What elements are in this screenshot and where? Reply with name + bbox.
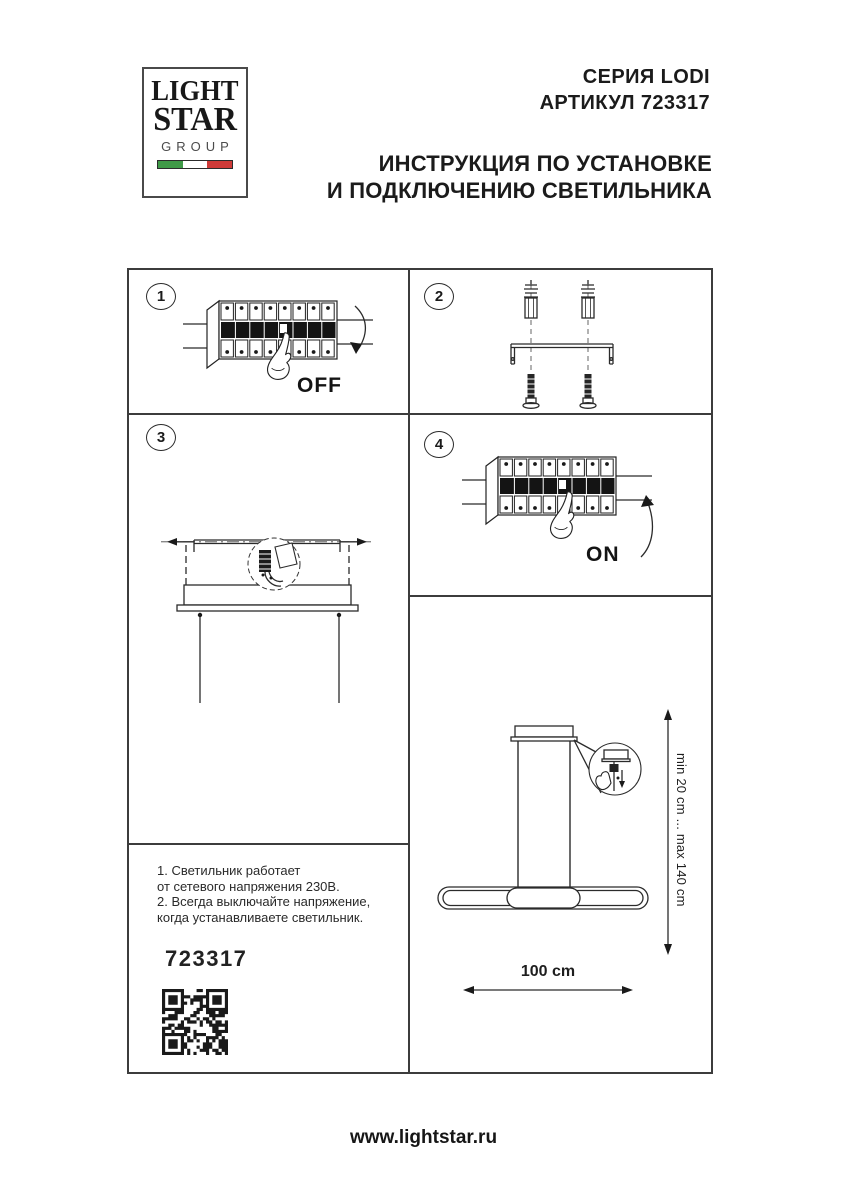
notes-panel bbox=[129, 845, 408, 1072]
flag-white bbox=[183, 161, 208, 168]
qr-code bbox=[162, 989, 228, 1055]
website-url: www.lightstar.ru bbox=[349, 1127, 498, 1148]
mounting-hardware-drawing bbox=[410, 270, 711, 413]
note-line: 1. Светильник работает bbox=[157, 863, 301, 878]
instruction-title-line1: ИНСТРУКЦИЯ ПО УСТАНОВКЕ bbox=[378, 151, 712, 176]
note-line: когда устанавливаете светильник. bbox=[157, 909, 364, 925]
off-label: OFF bbox=[297, 374, 342, 397]
note-line: от сетевого напряжения 230В. bbox=[157, 878, 340, 894]
height-range-label: min 20 cm ... max 140 cm bbox=[674, 753, 689, 907]
flag-green bbox=[158, 161, 183, 168]
step1-panel bbox=[129, 270, 408, 413]
article-number: 723317 bbox=[165, 946, 248, 971]
instruction-title bbox=[327, 150, 712, 204]
article-title: АРТИКУЛ 723317 bbox=[539, 92, 710, 114]
lamp-dimensions-panel bbox=[410, 597, 711, 1072]
steps-grid bbox=[127, 268, 713, 1074]
italian-flag-stripe bbox=[157, 160, 233, 169]
width-label: 100 cm bbox=[520, 963, 576, 980]
breaker-on-drawing bbox=[410, 415, 711, 595]
step2-number: 2 bbox=[424, 283, 454, 310]
step2-panel bbox=[410, 270, 711, 413]
logo-text-group: GROUP bbox=[161, 139, 234, 154]
step4-panel bbox=[410, 415, 711, 595]
flag-red bbox=[207, 161, 232, 168]
instruction-title-line2: И ПОДКЛЮЧЕНИЮ СВЕТИЛЬНИКА bbox=[326, 178, 712, 203]
canopy-mounting-drawing bbox=[129, 415, 408, 843]
note-line: 2. Всегда выключайте напряжение, bbox=[157, 894, 371, 909]
logo-text-star: STAR bbox=[153, 101, 237, 138]
on-label: ON bbox=[586, 543, 620, 566]
step1-number: 1 bbox=[146, 283, 176, 310]
lightstar-logo bbox=[142, 67, 248, 198]
step4-number: 4 bbox=[424, 431, 454, 458]
step3-number: 3 bbox=[146, 424, 176, 451]
step3-panel bbox=[129, 415, 408, 843]
pendant-lamp-drawing bbox=[410, 597, 711, 1072]
product-header bbox=[540, 64, 710, 116]
safety-notes bbox=[157, 863, 370, 925]
series-title: СЕРИЯ LODI bbox=[582, 66, 710, 88]
logo-text-light: LIGHT bbox=[151, 76, 239, 107]
